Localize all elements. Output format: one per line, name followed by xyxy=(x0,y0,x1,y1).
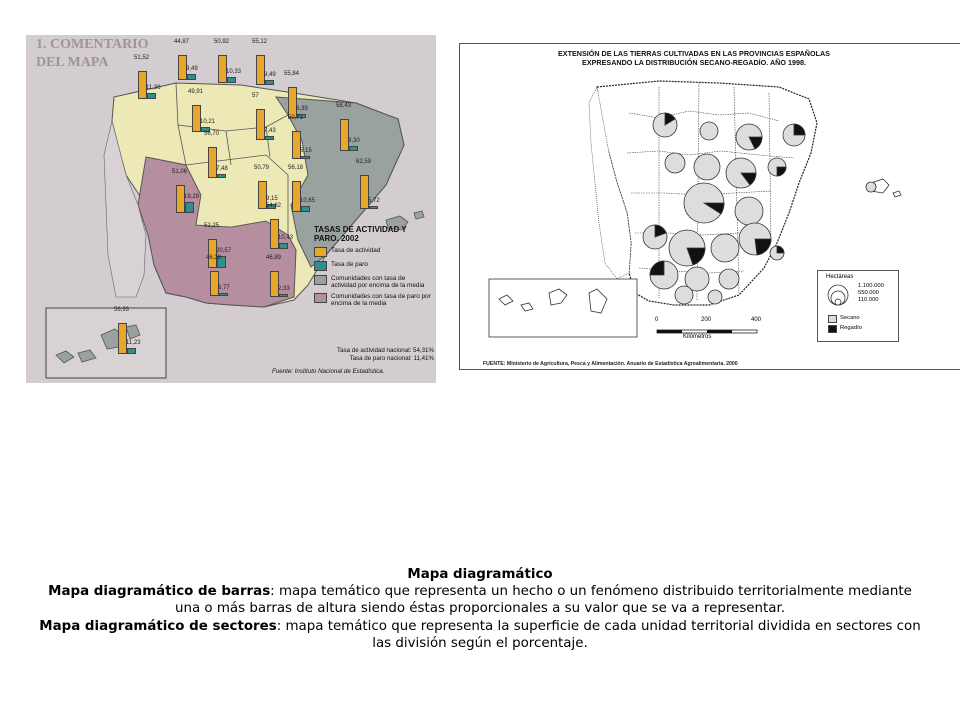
legend-item-actividad-above xyxy=(314,275,432,289)
region-bar-pair xyxy=(172,169,202,213)
paro-label: 11,36 xyxy=(146,85,161,92)
paro-label: 10,65 xyxy=(300,198,316,205)
actividad-bar xyxy=(292,181,301,212)
actividad-label: 50,92 xyxy=(214,39,230,45)
sector-diagram-map xyxy=(459,43,960,371)
paro-label: 9,15 xyxy=(266,195,278,202)
actividad-label: 56,70 xyxy=(204,131,220,137)
region-bar-pair xyxy=(214,39,244,83)
paro-bar xyxy=(185,202,194,213)
left-map-source: Fuente: Instituto Nacional de Estadística. xyxy=(272,368,385,375)
note-actividad: Tasa de actividad nacional: 54,31% xyxy=(336,347,434,354)
paro-label: 9,30 xyxy=(348,138,360,145)
region-bar-pair xyxy=(206,255,236,296)
paro-label: 20,57 xyxy=(216,248,232,255)
paro-label: 6,77 xyxy=(218,284,230,291)
actividad-label: 58,43 xyxy=(336,103,352,109)
bar-diagram-map xyxy=(26,35,436,383)
actividad-bar xyxy=(292,131,301,159)
sector-definition: : mapa temático que representa la superficie de cada unidad territorial dividida en sectores con las división según el porcentaje. xyxy=(276,618,921,651)
legend-label: Comunidades con tasa de actividad por encima de la media xyxy=(331,275,425,289)
caption-sector-definition xyxy=(38,618,922,652)
paro-bar xyxy=(265,136,274,140)
actividad-bar xyxy=(210,271,219,296)
legend-regadio: Regadío xyxy=(840,325,862,331)
bar-definition: : mapa temático que representa un hecho o un fenómeno distribuido territorialmente mediante una o más barras de altura siendo éstas proporcionales a su valor que se va a representar. xyxy=(174,584,912,617)
actividad-label: 52,25 xyxy=(204,223,220,229)
legend-item-paro-above xyxy=(314,293,432,307)
region-bar-pair xyxy=(266,255,296,297)
bar-term: Mapa diagramático de barras xyxy=(48,584,271,600)
legend-label: Tasa de paro xyxy=(331,261,368,268)
paro-label: 7,48 xyxy=(216,166,228,173)
caption xyxy=(38,566,922,652)
actividad-bar xyxy=(256,55,265,85)
actividad-label: 62,59 xyxy=(356,159,372,165)
right-map-source: FUENTE: Ministerio de Agricultura, Pesca y Alimentación. Anuario de Estadística Agroalimentaria. 2000 xyxy=(483,361,738,367)
caption-title: Mapa diagramático xyxy=(407,567,553,582)
actividad-label: 50,79 xyxy=(254,165,270,171)
paro-bar xyxy=(301,156,310,159)
region-bar-pair xyxy=(252,39,282,85)
paro-label: 10,43 xyxy=(278,235,294,242)
title-line-1: EXTENSIÓN DE LAS TIERRAS CULTIVADAS EN LAS PROVINCIAS ESPAÑOLAS xyxy=(558,49,830,58)
paro-label: 19,29 xyxy=(184,194,200,201)
legend-value-3: 110.000 xyxy=(858,297,879,303)
region-bar-pair xyxy=(134,55,164,99)
paro-bar xyxy=(217,174,226,178)
paro-label: 9,49 xyxy=(264,72,276,79)
actividad-label: 54,82 xyxy=(266,203,282,209)
paro-label: 9,49 xyxy=(186,66,198,73)
legend-swatch xyxy=(314,247,327,257)
note-paro: Tasa de paro nacional: 11,41% xyxy=(349,354,434,362)
paro-bar xyxy=(265,80,274,85)
actividad-label: 49,91 xyxy=(188,89,204,95)
paro-label: 10,33 xyxy=(226,69,242,76)
region-bar-pair xyxy=(288,115,318,159)
paro-bar xyxy=(227,77,236,83)
region-bar-pair xyxy=(356,159,386,209)
legend-label: Comunidades con tasa de paro por encima de la media xyxy=(331,293,431,307)
actividad-label: 56,93 xyxy=(114,307,130,313)
actividad-label: 51,52 xyxy=(134,55,150,61)
paro-label: 5,72 xyxy=(368,198,380,205)
paro-label: 6,39 xyxy=(296,106,308,113)
paro-bar xyxy=(279,243,288,249)
actividad-bar xyxy=(208,147,217,178)
region-bar-pair xyxy=(114,307,144,354)
actividad-bar xyxy=(256,109,265,140)
paro-bar xyxy=(301,206,310,212)
legend-value-2: 550.000 xyxy=(858,290,879,296)
legend-secano: Secano xyxy=(840,315,860,321)
book-heading-2: DEL MAPA xyxy=(36,55,109,70)
region-bar-pair xyxy=(336,103,366,151)
legend-item-actividad xyxy=(314,247,432,257)
scale-200: 200 xyxy=(701,317,712,323)
legend-swatch xyxy=(314,261,327,271)
paro-label: 10,21 xyxy=(200,118,216,125)
legend-swatch xyxy=(314,293,327,303)
actividad-label: 44,87 xyxy=(174,39,190,45)
paro-label: 5,15 xyxy=(300,147,312,154)
paro-bar xyxy=(219,293,228,297)
actividad-bar xyxy=(288,87,297,118)
paro-bar xyxy=(187,74,196,79)
legend-label: Tasa de actividad xyxy=(331,247,381,254)
region-bar-pair xyxy=(252,93,282,140)
paro-label: 2,33 xyxy=(278,285,290,292)
paro-bar xyxy=(349,146,358,151)
actividad-bar xyxy=(270,219,279,249)
scale-0: 0 xyxy=(655,317,659,323)
legend-heading: Hectáreas xyxy=(826,274,854,280)
paro-bar xyxy=(279,294,288,297)
paro-label: 11,23 xyxy=(126,340,141,347)
title-line-2: EXPRESANDO LA DISTRIBUCIÓN SECANO-REGADÍO. AÑO 1998. xyxy=(582,58,806,67)
national-rates-notes xyxy=(288,347,434,362)
regadio-swatch xyxy=(828,325,837,333)
actividad-label: 51,06 xyxy=(172,169,188,175)
region-bar-pair xyxy=(188,89,218,132)
paro-bar xyxy=(147,93,156,99)
actividad-bar xyxy=(270,271,279,297)
actividad-label: 55,84 xyxy=(284,71,300,77)
right-map-legend xyxy=(817,270,899,342)
scale-unit: Kilómetros xyxy=(683,334,712,340)
actividad-label: 50,71 xyxy=(288,115,304,121)
region-bar-pair xyxy=(288,165,318,212)
actividad-label: 46,29 xyxy=(206,255,222,261)
scale-bar xyxy=(657,330,757,333)
actividad-label: 57 xyxy=(252,93,259,99)
actividad-label: 46,89 xyxy=(266,255,282,261)
actividad-bar xyxy=(340,119,349,151)
paro-bar xyxy=(369,206,378,209)
book-heading-1: 1. COMENTARIO xyxy=(36,37,149,52)
legend-swatch xyxy=(314,275,327,285)
left-legend-title: TASAS DE ACTIVIDAD Y PARO. 2002 xyxy=(314,225,407,243)
caption-bar-definition xyxy=(38,583,922,617)
region-bar-pair xyxy=(284,71,314,118)
actividad-bar xyxy=(118,323,127,354)
secano-swatch xyxy=(828,315,837,323)
region-bar-pair xyxy=(174,39,204,80)
region-bar-pair xyxy=(266,203,296,249)
region-bar-pair xyxy=(204,131,234,178)
legend-value-1: 1.100.000 xyxy=(858,283,884,289)
sector-term: Mapa diagramático de sectores xyxy=(39,618,277,634)
scale-400: 400 xyxy=(751,317,762,323)
legend-item-paro xyxy=(314,261,432,271)
paro-bar xyxy=(127,348,136,354)
paro-label: 7,43 xyxy=(264,128,276,135)
left-map-legend xyxy=(314,225,432,307)
actividad-label: 56,18 xyxy=(288,165,304,171)
actividad-label: 55,12 xyxy=(252,39,268,45)
